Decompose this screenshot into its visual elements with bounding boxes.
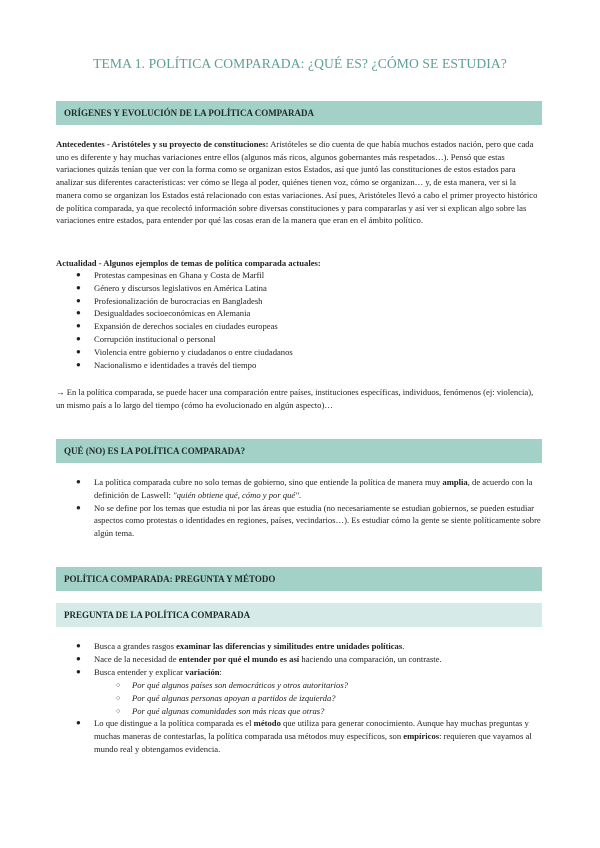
que-es-list <box>56 476 542 540</box>
sub-list-item: ○ Por qué algunas comunidades son más ricas que otras? <box>116 705 325 716</box>
circle-bullet-icon: ○ <box>116 681 121 689</box>
list-item: ● Desigualdades socioeconómicas en Alemania <box>76 308 251 319</box>
bullet-icon: ● <box>76 295 81 305</box>
list-item: ● Nace de la necesidad de entender por qué el mundo es así haciendo una comparación, un contraste. <box>76 653 442 664</box>
bullet-icon: ● <box>76 282 81 292</box>
list-item: ● Busca a grandes rasgos examinar las diferencias y similitudes entre unidades políticas. <box>76 641 405 651</box>
actualidad-list <box>56 269 542 371</box>
section-heading-pregunta-metodo <box>56 567 542 591</box>
list-item: ● Busca entender y explicar variación: <box>76 666 222 677</box>
pregunta-list <box>56 640 542 678</box>
bullet-icon: ● <box>76 346 81 356</box>
section-heading-text: ORÍGENES Y EVOLUCIÓN DE LA POLÍTICA COMPARADA <box>64 108 315 118</box>
bullet-icon: ● <box>76 321 81 331</box>
bullet-icon: ● <box>76 359 81 369</box>
subsection-heading-pregunta <box>56 603 542 627</box>
actualidad-label: Actualidad - Algunos ejemplos de temas de política comparada actuales: <box>56 258 321 268</box>
list-item: ● Violencia entre gobierno y ciudadanos o entre ciudadanos <box>76 346 293 357</box>
bullet-icon: ● <box>76 333 81 343</box>
bullet-icon: ● <box>76 641 81 650</box>
bullet-icon: ● <box>76 666 81 676</box>
section-heading-text: POLÍTICA COMPARADA: PREGUNTA Y MÉTODO <box>64 574 276 584</box>
bullet-icon: ● <box>76 502 81 512</box>
antecedentes-paragraph <box>56 138 542 227</box>
list-item: ● No se define por los temas que estudia ni por las áreas que estudia (no necesariamente se estudian gobiernos, se pueden estudiar aspectos como protestas o identidades en regiones, países, vecindarios…). Es estudiar cómo la gente se siente políticamente sobre algún tema. <box>76 502 541 539</box>
antecedentes-text: Aristóteles se dio cuenta de que había muchos estados nación, pero que cada uno es diferente y hay muchas variaciones entre ellos (algunos más ricos, algunos gobernantes más respetados…). Pensó que estas variaciones quizás tenían que ver con la forma como se organizan estos Estados, así que juntó las constituciones de estos estados para analizar sus diferentes características: ver cómo se llega al poder, quiénes tienen voz, cómo se organizan… y, de esta manera, ver si la manera como se organizan los Estados está relacionado con estas variaciones. Así pues, Aristóteles llevó a cabo el primer proyecto histórico de política comparada, ya que recolectó información sobre diversas constituciones y para compararlas y así ver si explican algo sobre las variaciones entre estados, para entender por qué las cosas eran de la manera que eran en el ámbito político. <box>56 139 538 226</box>
bullet-icon: ● <box>76 718 81 727</box>
variacion-sublist <box>56 679 542 717</box>
section-heading-origenes <box>56 101 542 125</box>
antecedentes-label: Antecedentes - Aristóteles y su proyecto de constituciones: <box>56 139 269 149</box>
list-item: ● Nacionalismo e identidades a través del tiempo <box>76 359 257 370</box>
list-item: ● Protestas campesinas en Ghana y Costa de Marfil <box>76 270 265 280</box>
list-item: ● Profesionalización de burocracias en Bangladesh <box>76 295 263 306</box>
circle-bullet-icon: ○ <box>116 706 121 715</box>
section-heading-text: QUÉ (NO) ES LA POLÍTICA COMPARADA? <box>64 446 246 456</box>
list-item: ● Expansión de derechos sociales en ciudades europeas <box>76 321 278 332</box>
circle-bullet-icon: ○ <box>116 693 121 702</box>
metodo-list <box>56 717 542 755</box>
subsection-heading-text: PREGUNTA DE LA POLÍTICA COMPARADA <box>64 610 251 620</box>
sub-list-item: ○ Por qué algunos países son democráticos y otros autoritarios? <box>116 680 348 690</box>
list-item: ● Lo que distingue a la política comparada es el método que utiliza para generar conocimiento. Aunque hay muchas preguntas y muchas maneras de contestarlas, la política comparada usa métodos muy específicos, son empíricos: requieren que vayamos al mundo real y obtengamos evidencia. <box>76 718 532 754</box>
page-title: TEMA 1. POLÍTICA COMPARADA: ¿QUÉ ES? ¿CÓMO SE ESTUDIA? <box>93 56 507 71</box>
bullet-icon: ● <box>76 653 81 663</box>
actualidad-heading <box>56 257 542 270</box>
arrow-note: → En la política comparada, se puede hacer una comparación entre países, instituciones específicas, individuos, fenómenos (ej: violencia), un mismo país a lo largo del tiempo (cómo ha evolucionado en algún aspecto)… <box>56 387 534 410</box>
bullet-icon: ● <box>76 270 81 279</box>
bullet-icon: ● <box>76 308 81 318</box>
sub-list-item: ○ Por qué algunas personas apoyan a partidos de izquierda? <box>116 692 336 703</box>
bullet-icon: ● <box>76 477 81 486</box>
section-heading-que-es <box>56 439 542 463</box>
list-item: ● Género y discursos legislativos en América Latina <box>76 282 267 293</box>
list-item: ● La política comparada cubre no solo temas de gobierno, sino que entiende la política de manera muy amplia, de acuerdo con la definición de Laswell: "quién obtiene qué, cómo y por qué". <box>76 477 533 500</box>
list-item: ● Corrupción institucional o personal <box>76 333 216 344</box>
